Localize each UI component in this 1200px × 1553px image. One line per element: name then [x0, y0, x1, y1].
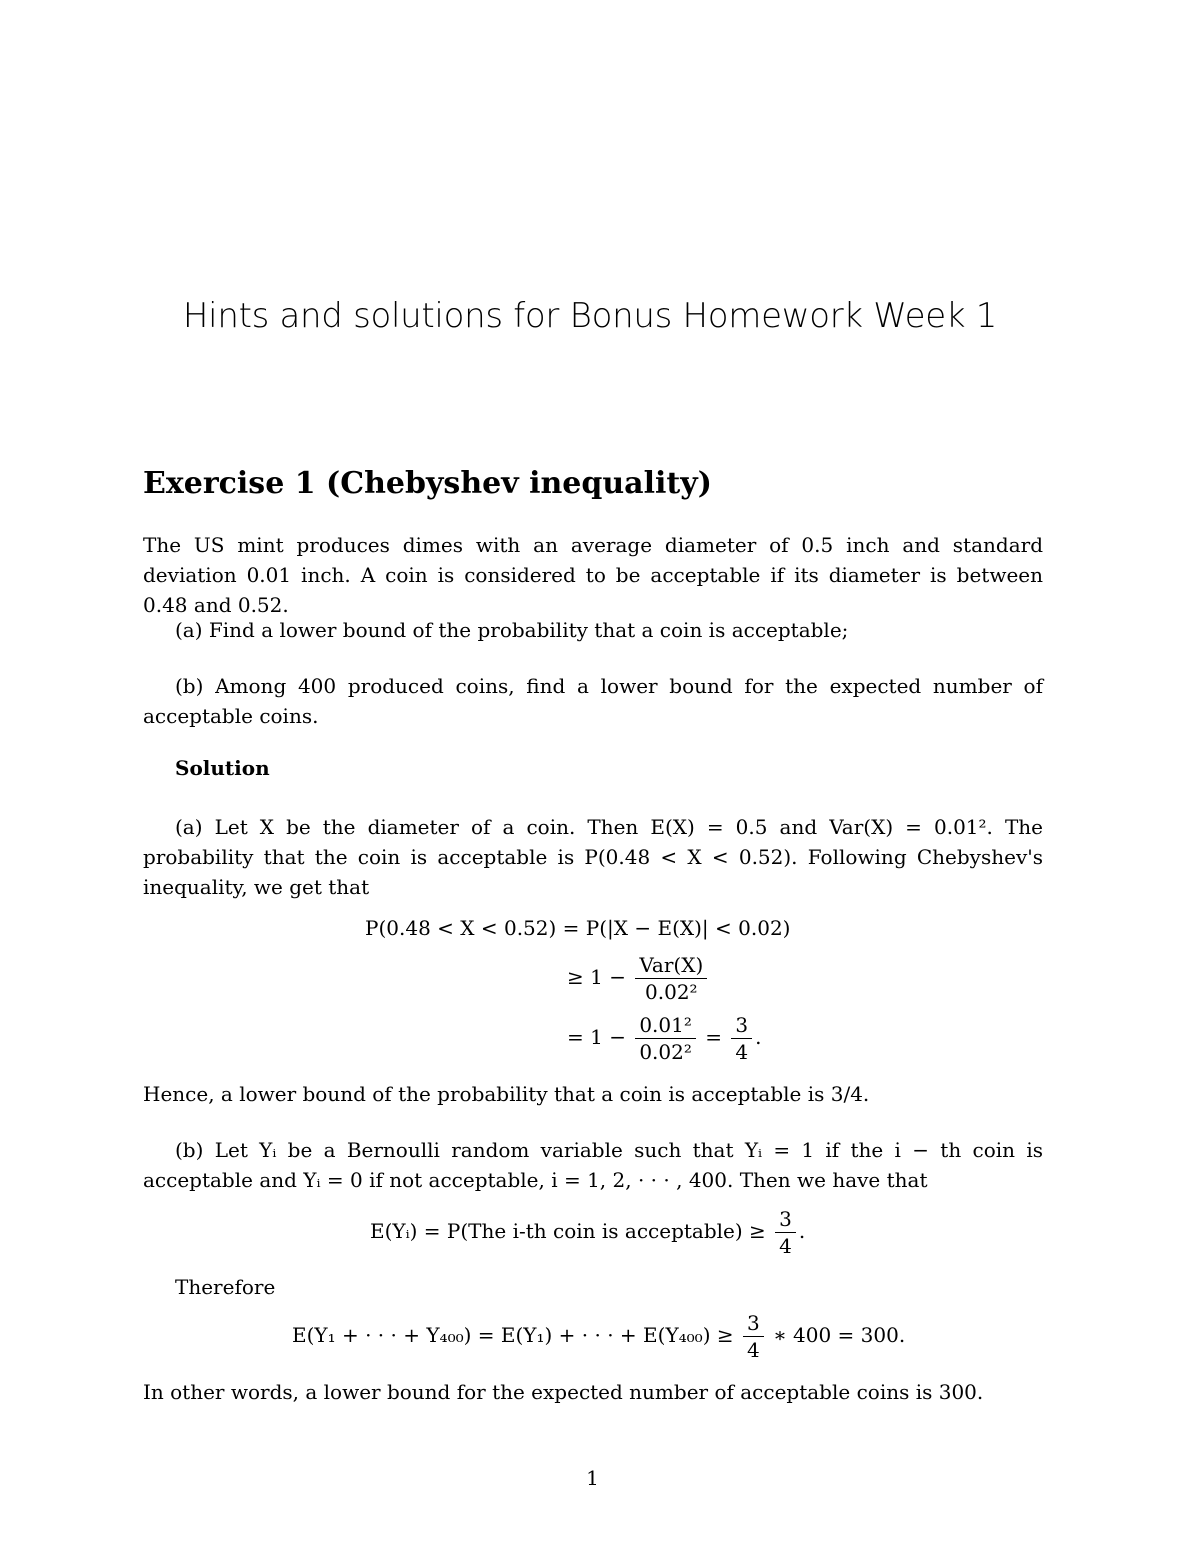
eq1-line3-prefix: = 1 − — [567, 1025, 626, 1049]
solution-a-conclusion: Hence, a lower bound of the probability that a coin is acceptable is 3/4. — [143, 1082, 870, 1106]
eq2-prefix: E(Yᵢ) = P(The i-th coin is acceptable) ≥ — [370, 1219, 766, 1243]
fraction-denominator: 4 — [735, 1040, 749, 1064]
final-conclusion: In other words, a lower bound for the expected number of acceptable coins is 300. — [143, 1380, 984, 1404]
fraction — [635, 952, 707, 1005]
eq1-line3-equals: = — [705, 1025, 723, 1049]
document-title: Hints and solutions for Bonus Homework Week 1 — [182, 296, 998, 336]
fraction-denominator: 4 — [746, 1338, 760, 1362]
fraction — [775, 1206, 796, 1259]
equation-3 — [292, 1310, 905, 1363]
question-b: (b) Among 400 produced coins, find a lower bound for the expected number of acceptable coins. — [143, 674, 1043, 728]
fraction — [743, 1310, 764, 1363]
equation-1-line-1: P(0.48 < X < 0.52) = P(|X − E(X)| < 0.02) — [365, 916, 791, 940]
therefore-text: Therefore — [175, 1275, 276, 1299]
fraction-numerator: 3 — [731, 1012, 752, 1039]
fraction-denominator: 0.02² — [639, 1040, 692, 1064]
eq1-line3-period: . — [755, 1025, 762, 1049]
equation-2 — [370, 1206, 805, 1259]
equation-1-line-3 — [567, 1012, 761, 1065]
fraction-numerator: 3 — [775, 1206, 796, 1233]
fraction-denominator: 4 — [779, 1234, 792, 1258]
solution-b-text: (b) Let Yᵢ be a Bernoulli random variable such that Yᵢ = 1 if the i − th coin is acceptable and Yᵢ = 0 if not acceptable, i = 1, 2, · · · , 400. Then we have that — [143, 1138, 1043, 1192]
fraction-numerator: 0.01² — [635, 1012, 696, 1039]
page-number: 1 — [586, 1466, 599, 1490]
eq3-prefix: E(Y₁ + · · · + Y₄₀₀) = E(Y₁) + · · · + E(Y₄₀₀) ≥ — [292, 1323, 734, 1347]
exercise-heading: Exercise 1 (Chebyshev inequality) — [143, 466, 712, 501]
question-a: (a) Find a lower bound of the probability that a coin is acceptable; — [175, 618, 849, 642]
exercise-intro: The US mint produces dimes with an average diameter of 0.5 inch and standard deviation 0.01 inch. A coin is considered to be acceptable if its diameter is between 0.48 and 0.52. — [143, 533, 1043, 617]
eq1-line2-prefix: ≥ 1 − — [567, 965, 626, 989]
solution-label: Solution — [175, 756, 270, 780]
fraction-denominator: 0.02² — [645, 980, 698, 1004]
equation-1-line-2 — [567, 952, 710, 1005]
eq3-suffix: ∗ 400 = 300. — [773, 1323, 906, 1347]
fraction-numerator: 3 — [743, 1310, 764, 1337]
solution-a-text: (a) Let X be the diameter of a coin. Then E(X) = 0.5 and Var(X) = 0.01². The probability that the coin is acceptable is P(0.48 < X < 0.52). Following Chebyshev's inequality, we get that — [143, 815, 1043, 899]
fraction-numerator: Var(X) — [635, 952, 707, 979]
fraction — [731, 1012, 752, 1065]
fraction — [635, 1012, 696, 1065]
eq2-period: . — [798, 1219, 806, 1243]
